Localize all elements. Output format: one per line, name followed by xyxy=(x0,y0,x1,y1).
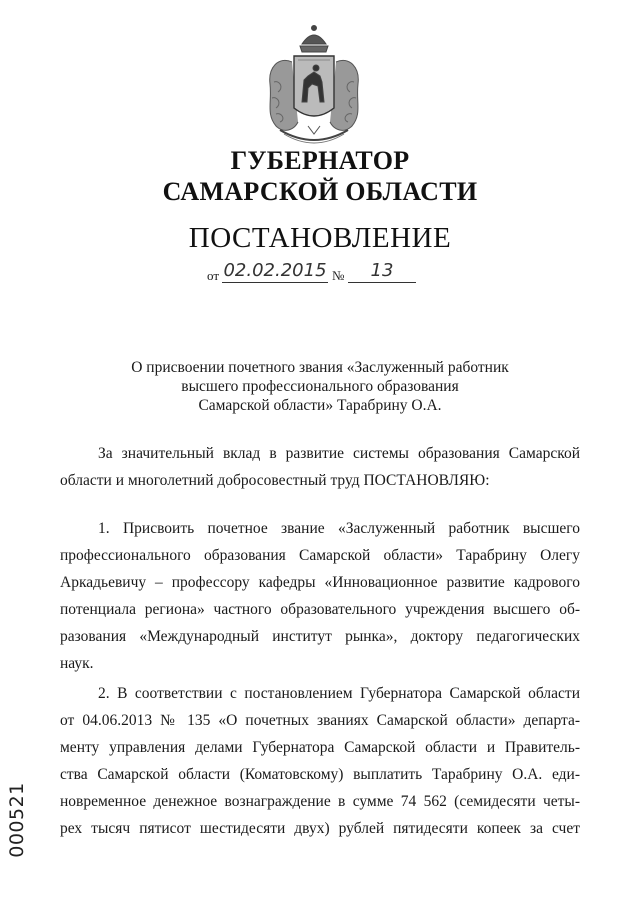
handwritten-date: 02.02.2015 xyxy=(223,260,327,281)
issuer-title-line1: ГУБЕРНАТОР xyxy=(230,146,410,175)
body-line: 1. Присвоить почетное звание «Заслуженный работник высшего xyxy=(98,520,580,537)
intro-paragraph xyxy=(60,440,580,494)
body-line: 2. В соответствии с постановлением Губернатора Самарской области xyxy=(98,685,580,702)
stamp-number-text: 000521 xyxy=(6,782,28,858)
paragraph-item-1 xyxy=(60,515,580,677)
document-type-title: ПОСТАНОВЛЕНИЕ xyxy=(188,222,452,254)
body-line: наук. xyxy=(60,655,94,672)
body-line: новременное денежное вознаграждение в сумме 74 562 (семидесяти четы- xyxy=(60,793,580,810)
date-underline xyxy=(222,282,328,283)
body-line: разования «Международный институт рынка», доктору педагогических xyxy=(60,628,580,645)
body-line: За значительный вклад в развитие системы образования Самарской xyxy=(98,445,580,462)
number-label: № xyxy=(332,268,345,283)
document-subject xyxy=(100,358,540,415)
body-line: менту управления делами Губернатора Самарской области и Правитель- xyxy=(60,739,580,756)
body-line: области и многолетний добросовестный труд ПОСТАНОВЛЯЮ: xyxy=(60,472,490,489)
body-line: потенциала региона» частного образовательного учреждения высшего об- xyxy=(60,601,580,618)
date-number-line xyxy=(0,260,640,286)
registration-stamp-number xyxy=(4,780,30,860)
paragraph-item-2 xyxy=(60,680,580,842)
date-prefix-label: от xyxy=(207,268,220,283)
samara-coat-of-arms-icon xyxy=(258,22,370,152)
subject-line: Самарской области» Тарабрину О.А. xyxy=(198,397,442,414)
body-line: профессионального образования Самарской области» Тарабрину Олегу xyxy=(60,547,580,564)
body-line: от 04.06.2013 № 135 «О почетных званиях Самарской области» департа- xyxy=(60,712,580,729)
body-line: рех тысяч пятисот шестидесяти двух) рублей пятидесяти копеек за счет xyxy=(60,820,580,837)
body-line: Аркадьевичу – профессору кафедры «Инновационное развитие кадрового xyxy=(60,574,580,591)
subject-line: высшего профессионального образования xyxy=(181,378,459,395)
issuer-title-line2: САМАРСКОЙ ОБЛАСТИ xyxy=(162,177,478,206)
number-underline xyxy=(348,282,416,283)
body-line: ства Самарской области (Коматовскому) выплатить Тарабрину О.А. еди- xyxy=(60,766,580,783)
handwritten-number: 13 xyxy=(370,260,394,281)
subject-line: О присвоении почетного звания «Заслуженный работник xyxy=(131,359,509,376)
